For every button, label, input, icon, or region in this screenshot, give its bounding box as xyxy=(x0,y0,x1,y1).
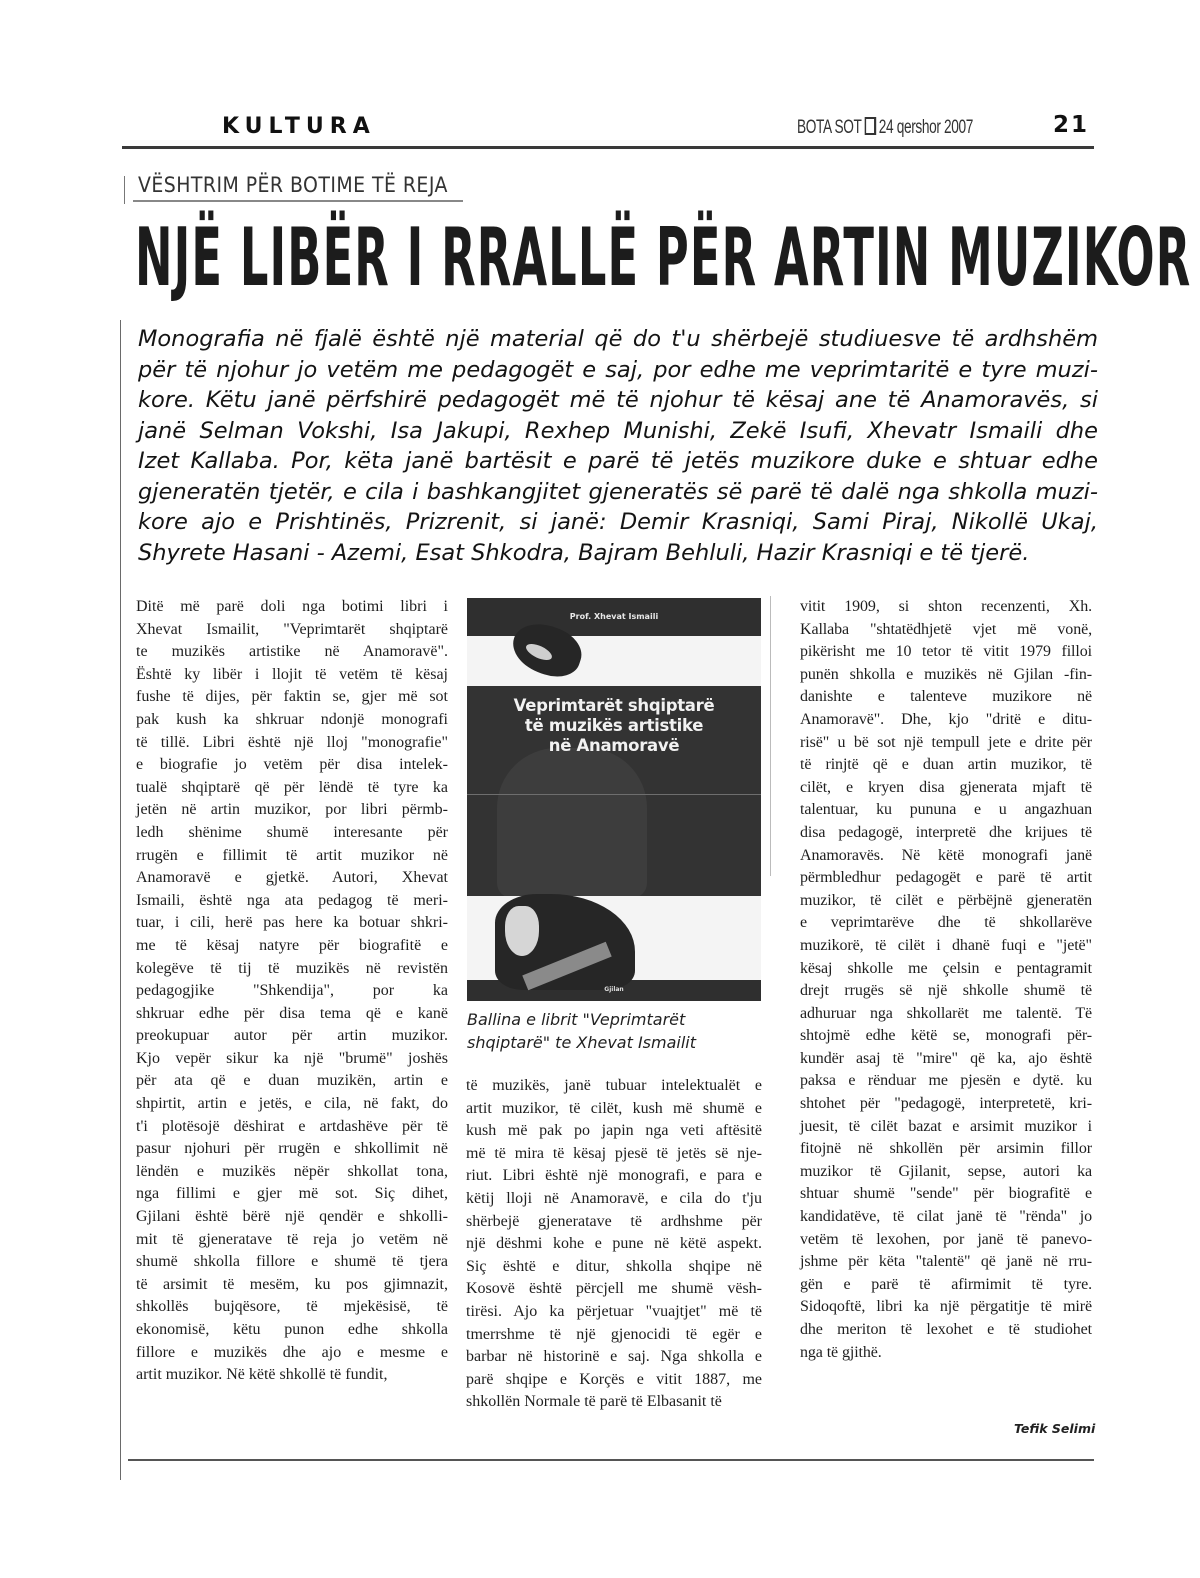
body-text-line: Anamoravë". Dhe, kjo "dritë e ditu- xyxy=(800,710,1092,728)
body-text-line: shumë shkolla fillore e shumë të tjera xyxy=(136,1253,448,1271)
body-text-line: riut. Libri është një monografi, e para e xyxy=(466,1167,762,1185)
body-text-line: me të kësaj natyre për biografitë e xyxy=(136,936,448,954)
body-text-line: shpirtit, artin e jetës, e cila, në fakt, do xyxy=(136,1095,448,1113)
body-text-line: pak kush ka shkruar ndonjë monografi xyxy=(136,710,448,728)
body-text-line: tirësi. Ajo ka përjetuar "vuajtjet" më të xyxy=(466,1302,762,1320)
body-text-line: jshme për këta "talentë" që janë në rru- xyxy=(800,1253,1092,1271)
body-text-line: Xhevat Ismailit, "Veprimtarët shqiptarë xyxy=(136,620,448,638)
body-text-line: punën shkolla e muzikës në Gjilan -fin- xyxy=(800,665,1092,683)
body-text-line: pedagogjike "Shkendija", por ka xyxy=(136,982,448,1000)
body-text-line: artit muzikor, të cilët, kush më shumë e xyxy=(466,1099,762,1117)
body-text-line: më të mira të kësaj pjesë të jetës së nje- xyxy=(466,1144,762,1162)
lead-paragraph xyxy=(138,324,1098,568)
body-text-line: t'i plotësojë dëshirat e artdashëve për të xyxy=(136,1117,448,1135)
body-text-line: një dëshmi kohe e pune në këtë aspekt. xyxy=(466,1235,762,1253)
body-text-line: rrugën e fillimit të artit muzikor në xyxy=(136,846,448,864)
body-text-line: tualë shqiptarë që për lëndë të tyre ka xyxy=(136,778,448,796)
lead-line: Shyrete Hasani - Azemi, Esat Shkodra, Bajram Behluli, Hazir Krasniqi e të tjerë. xyxy=(138,539,1030,566)
body-text-line: Ditë më parë doli nga botimi libri i xyxy=(136,598,448,615)
body-text-line: cilët, e kryen disa gjenerata mjaft të xyxy=(800,778,1092,796)
body-text-line: e biografie jo vetëm për disa intelek- xyxy=(136,756,448,774)
body-text-line: dhe meriton të lexohet e të studiohet xyxy=(800,1321,1092,1338)
column-left xyxy=(136,596,448,1387)
body-text-line: fushe të dijes, për faktin se, gjer më sot xyxy=(136,688,448,706)
body-text-line: Kjo vepër sikur ka një "brumë" joshës xyxy=(136,1049,448,1067)
body-text-line: kush më pak po japin nga veti aftësitë xyxy=(466,1122,762,1140)
body-text-line: artit muzikor. Në këtë shkollë të fundit, xyxy=(136,1366,388,1384)
body-text-line: tuar, i cili, herë pas here ka botuar shkri- xyxy=(136,914,448,932)
body-text-line: pasur njohuri për rrugën e shkollimit në xyxy=(136,1140,448,1158)
lead-line: janë Selman Vokshi, Isa Jakupi, Rexhep Munishi, Zekë Isufi, Xhevatr Ismaili dhe xyxy=(138,417,1098,444)
body-text-line: për ata që e duan muzikën, artin e xyxy=(136,1072,448,1090)
body-text-line: disa pedagogë, interpretë dhe krijues të xyxy=(800,823,1092,841)
body-text-line: te muzikës artistike në Anamoravë". xyxy=(136,643,448,661)
body-text-line: ekonomisë, këtu punon edhe shkolla xyxy=(136,1321,448,1338)
article-headline: NJË LIBËR I RRALLË PËR ARTIN MUZIKOR xyxy=(135,211,1192,304)
cover-author: Prof. Xhevat Ismaili xyxy=(569,612,659,621)
body-text-line: talentuar, ku pununa e u angazhuan xyxy=(800,801,1092,819)
issue-date: 24 qershor 2007 xyxy=(878,117,974,138)
body-text-line: të rinjtë që e duan artin muzikor, të xyxy=(800,756,1092,774)
masthead xyxy=(797,117,973,139)
body-text-line: nga fillimi e gjer më sot. Siç dihet, xyxy=(136,1185,448,1203)
bottom-rule xyxy=(128,1459,1094,1461)
kicker-rule xyxy=(133,200,463,202)
body-text-line: fitojnë në shkollën për arsimin fillor xyxy=(800,1140,1092,1158)
cover-publisher: Gjilan xyxy=(604,986,624,993)
body-text-line: vetëm të lexohen, por janë të panevo- xyxy=(800,1230,1092,1248)
body-text-line: shërbejë gjeneratave të ardhshme për xyxy=(466,1212,762,1230)
page-number: 21 xyxy=(1053,112,1090,138)
kicker-bar xyxy=(124,176,125,204)
header-rule xyxy=(122,146,1094,149)
body-text-line: Anamoravës. Në këtë monografi janë xyxy=(800,846,1092,864)
body-text-line: muzikor të Gjilanit, sepse, autori ka xyxy=(800,1162,1092,1180)
body-text-line: nga të gjithë. xyxy=(800,1343,882,1361)
body-text-line: paksa e rënduar me pjesën e dytë. ku xyxy=(800,1072,1092,1090)
book-cover-image xyxy=(467,598,761,1001)
body-text-line: risë" u bë sot një tempull jete e drite për xyxy=(800,733,1092,751)
body-text-line: Kosovë është përcjell me shumë vësh- xyxy=(466,1280,762,1298)
body-text-line: kësaj shkolle me çelsin e pentagramit xyxy=(800,959,1092,977)
body-text-line: lëndën e muzikës nëpër shkollat tona, xyxy=(136,1162,448,1180)
body-text-line: preokupuar autor për artin muzikor. xyxy=(136,1027,448,1045)
body-text-line: Sidoqoftë, libri ka një përgatitje të mirë xyxy=(800,1298,1092,1316)
body-text-line: të arsimit të mesëm, ku pos gjimnazit, xyxy=(136,1275,448,1293)
body-text-line: përmbledhur pedagogët e parë të artit xyxy=(800,869,1092,887)
separator-box-icon xyxy=(864,117,876,135)
body-text-line: këtij lloji në Anamoravë, e cila do t'ju xyxy=(466,1189,762,1207)
body-text-line: mit të gjeneratave të reja jo vetëm në xyxy=(136,1230,448,1248)
body-text-line: muzikorë, të cilët i dhanë fuqi e "jetë" xyxy=(800,936,1092,954)
body-text-line: tmerrshme të një gjenocidi të egër e xyxy=(466,1325,762,1343)
body-text-line: adhuruar nga shkollarët me talentë. Të xyxy=(800,1004,1092,1022)
body-text-line: kolegëve të tij të muzikës në revistën xyxy=(136,959,448,977)
body-text-line: gën e parë të afirmimit të tyre. xyxy=(800,1275,1092,1293)
body-text-line: shtohet për "pedagogë, interpretetë, kri- xyxy=(800,1095,1092,1113)
body-text-line: Kallaba "shtatëdhjetë vjet më vonë, xyxy=(800,620,1092,638)
body-text-line: e veprimtarëve dhe të shkollarëve xyxy=(800,914,1092,932)
author-byline: Tefik Selimi xyxy=(1014,1421,1096,1436)
lead-line: gjeneratën tjetër, e cila i bashkangjitet gjeneratës së parë të dalë nga shkolla muzi- xyxy=(138,478,1098,505)
body-text-line: vitit 1909, si shton recenzenti, Xh. xyxy=(800,598,1092,615)
cover-title: Veprimtarët shqiptarë të muzikës artistike në Anamoravë xyxy=(513,696,715,755)
body-text-line: shkollës bujqësore, të mjekësisë, të xyxy=(136,1298,448,1316)
section-name: KULTURA xyxy=(222,114,376,139)
body-text-line: shtuar shumë "sende" për biografitë e xyxy=(800,1185,1092,1203)
body-text-line: kandidatëve, të cilat janë të "rënda" jo xyxy=(800,1208,1092,1226)
body-text-line: parë shqipe e Korçës e vitit 1887, me xyxy=(466,1370,762,1388)
body-text-line: shtojmë edhe këtë se, monografi për- xyxy=(800,1027,1092,1045)
column-rule xyxy=(770,596,771,876)
body-text-line: juesit, të cilët bazat e arsimit muzikor i xyxy=(800,1117,1092,1135)
body-text-line: Është ky libër i llojit të vetëm të kësaj xyxy=(136,665,448,683)
article-kicker: VËSHTRIM PËR BOTIME TË REJA xyxy=(138,173,448,197)
body-text-line: danishte e talenteve muzikore në xyxy=(800,688,1092,706)
column-right xyxy=(800,596,1092,1364)
body-text-line: fillore e muzikës dhe ajo e mesme e xyxy=(136,1343,448,1361)
body-text-line: Siç është e ditur, shkolla shqipe në xyxy=(466,1257,762,1275)
left-column-rule xyxy=(120,320,121,1480)
lead-line: Monografia në fjalë është një material që do t'u shërbejë studiuesve të ardhshëm xyxy=(138,326,1098,352)
publication-name: BOTA SOT xyxy=(797,117,862,138)
lead-line: kore ajo e Prishtinës, Prizrenit, si janë: Demir Krasniqi, Sami Piraj, Nikollë Ukaj, xyxy=(138,509,1098,535)
body-text-line: ledh shënime shumë interesante për xyxy=(136,823,448,841)
body-text-line: të tillë. Libri është një lloj "monografie" xyxy=(136,733,448,751)
lead-line: Izet Kallaba. Por, këta janë bartësit e parë të jetës muzikore duke e shtuar edhe xyxy=(138,448,1098,474)
body-text-line: pikërisht me 10 tetor të vitit 1979 filloi xyxy=(800,643,1092,661)
body-text-line: jetën në artin muzikor, por libri përmb- xyxy=(136,801,448,819)
body-text-line: shkollën Normale të parë të Elbasanit të xyxy=(466,1393,722,1411)
body-text-line: shkruar edhe për disa tema që e kanë xyxy=(136,1004,448,1022)
body-text-line: barbar në historinë e saj. Nga shkolla e xyxy=(466,1348,762,1366)
lead-line: për të njohur jo vetëm me pedagogët e saj, por edhe me veprimtaritë e tyre muzi- xyxy=(138,356,1098,383)
body-text-line: Anamoravë e gjetkë. Autori, Xhevat xyxy=(136,869,448,887)
body-text-line: të muzikës, janë tubuar intelektualët e xyxy=(466,1077,762,1094)
body-text-line: Ismaili, është nga ata pedagog të meri- xyxy=(136,891,448,909)
lead-line: kore. Këtu janë përfshirë pedagogët më të njohur të kësaj ane të Anamoravës, si xyxy=(138,387,1098,413)
body-text-line: kundër asaj të "mire" që ka, ajo është xyxy=(800,1049,1092,1067)
body-text-line: Gjilani është bërë një qendër e shkolli- xyxy=(136,1208,448,1226)
body-text-line: muzikor, të cilët e përbëjnë gjeneratën xyxy=(800,891,1092,909)
image-caption: Ballina e librit "Veprimtarët shqiptarë" te Xhevat Ismailit xyxy=(467,1010,697,1052)
body-text-line: drejt rrugës së një shkolle shumë të xyxy=(800,982,1092,1000)
column-middle xyxy=(466,1075,762,1414)
